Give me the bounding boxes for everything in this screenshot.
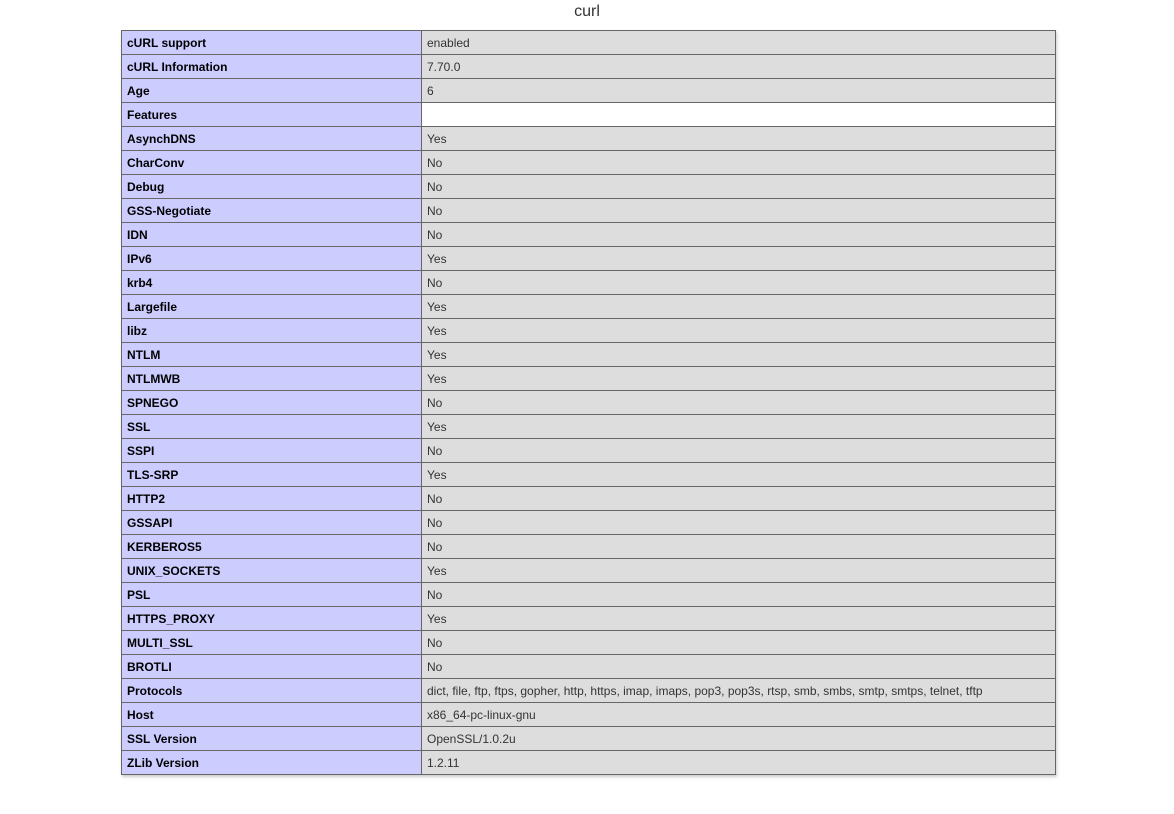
row-key: PSL — [122, 583, 422, 607]
row-key: krb4 — [122, 271, 422, 295]
table-row — [122, 343, 1056, 367]
row-value: Yes — [422, 295, 1056, 319]
table-row — [122, 223, 1056, 247]
table-row — [122, 295, 1056, 319]
table-row — [122, 199, 1056, 223]
row-key: BROTLI — [122, 655, 422, 679]
table-row — [122, 751, 1056, 775]
row-key: SSL Version — [122, 727, 422, 751]
row-key: Age — [122, 79, 422, 103]
row-key: HTTP2 — [122, 487, 422, 511]
row-value: 6 — [422, 79, 1056, 103]
row-key: SSL — [122, 415, 422, 439]
table-row — [122, 559, 1056, 583]
table-row — [122, 175, 1056, 199]
table-row — [122, 103, 1056, 127]
row-key: cURL Information — [122, 55, 422, 79]
row-key: HTTPS_PROXY — [122, 607, 422, 631]
row-key: NTLMWB — [122, 367, 422, 391]
row-value: No — [422, 151, 1056, 175]
curl-info-table — [121, 30, 1056, 775]
row-key: IDN — [122, 223, 422, 247]
table-row — [122, 727, 1056, 751]
table-row — [122, 631, 1056, 655]
table-row — [122, 511, 1056, 535]
table-row — [122, 535, 1056, 559]
row-key: TLS-SRP — [122, 463, 422, 487]
row-key: CharConv — [122, 151, 422, 175]
table-row — [122, 583, 1056, 607]
row-value: enabled — [422, 31, 1056, 55]
row-key: Features — [122, 103, 422, 127]
row-value — [422, 103, 1056, 127]
row-value: Yes — [422, 559, 1056, 583]
row-key: SSPI — [122, 439, 422, 463]
row-key: Host — [122, 703, 422, 727]
table-row — [122, 55, 1056, 79]
row-value: dict, file, ftp, ftps, gopher, http, https, imap, imaps, pop3, pop3s, rtsp, smb, smbs, smtp, smtps, telnet, tftp — [422, 679, 1056, 703]
table-row — [122, 319, 1056, 343]
row-key: NTLM — [122, 343, 422, 367]
row-key: UNIX_SOCKETS — [122, 559, 422, 583]
row-key: AsynchDNS — [122, 127, 422, 151]
table-row — [122, 655, 1056, 679]
row-value: No — [422, 391, 1056, 415]
curl-info-rows — [122, 31, 1056, 775]
row-value: 1.2.11 — [422, 751, 1056, 775]
row-key: GSS-Negotiate — [122, 199, 422, 223]
row-value: Yes — [422, 319, 1056, 343]
row-key: Protocols — [122, 679, 422, 703]
table-row — [122, 439, 1056, 463]
row-value: x86_64-pc-linux-gnu — [422, 703, 1056, 727]
row-value: No — [422, 487, 1056, 511]
table-row — [122, 79, 1056, 103]
row-value: Yes — [422, 607, 1056, 631]
row-key: SPNEGO — [122, 391, 422, 415]
row-key: Debug — [122, 175, 422, 199]
table-row — [122, 247, 1056, 271]
table-row — [122, 367, 1056, 391]
table-row — [122, 463, 1056, 487]
row-key: cURL support — [122, 31, 422, 55]
row-value: Yes — [422, 127, 1056, 151]
row-key: Largefile — [122, 295, 422, 319]
table-row — [122, 415, 1056, 439]
table-row — [122, 391, 1056, 415]
row-value: Yes — [422, 247, 1056, 271]
row-value: No — [422, 223, 1056, 247]
table-row — [122, 487, 1056, 511]
row-key: IPv6 — [122, 247, 422, 271]
table-row — [122, 607, 1056, 631]
row-value: No — [422, 175, 1056, 199]
row-value: Yes — [422, 367, 1056, 391]
row-key: KERBEROS5 — [122, 535, 422, 559]
section-title: curl — [574, 3, 600, 20]
table-row — [122, 31, 1056, 55]
row-key: GSSAPI — [122, 511, 422, 535]
row-value: No — [422, 655, 1056, 679]
row-value: No — [422, 439, 1056, 463]
row-value: 7.70.0 — [422, 55, 1056, 79]
row-value: OpenSSL/1.0.2u — [422, 727, 1056, 751]
table-row — [122, 679, 1056, 703]
row-value: Yes — [422, 463, 1056, 487]
row-value: No — [422, 511, 1056, 535]
row-value: No — [422, 583, 1056, 607]
row-value: No — [422, 199, 1056, 223]
row-value: Yes — [422, 415, 1056, 439]
table-row — [122, 703, 1056, 727]
table-row — [122, 127, 1056, 151]
table-row — [122, 271, 1056, 295]
row-value: No — [422, 271, 1056, 295]
row-value: Yes — [422, 343, 1056, 367]
row-key: ZLib Version — [122, 751, 422, 775]
table-row — [122, 151, 1056, 175]
row-key: MULTI_SSL — [122, 631, 422, 655]
row-key: libz — [122, 319, 422, 343]
row-value: No — [422, 631, 1056, 655]
row-value: No — [422, 535, 1056, 559]
